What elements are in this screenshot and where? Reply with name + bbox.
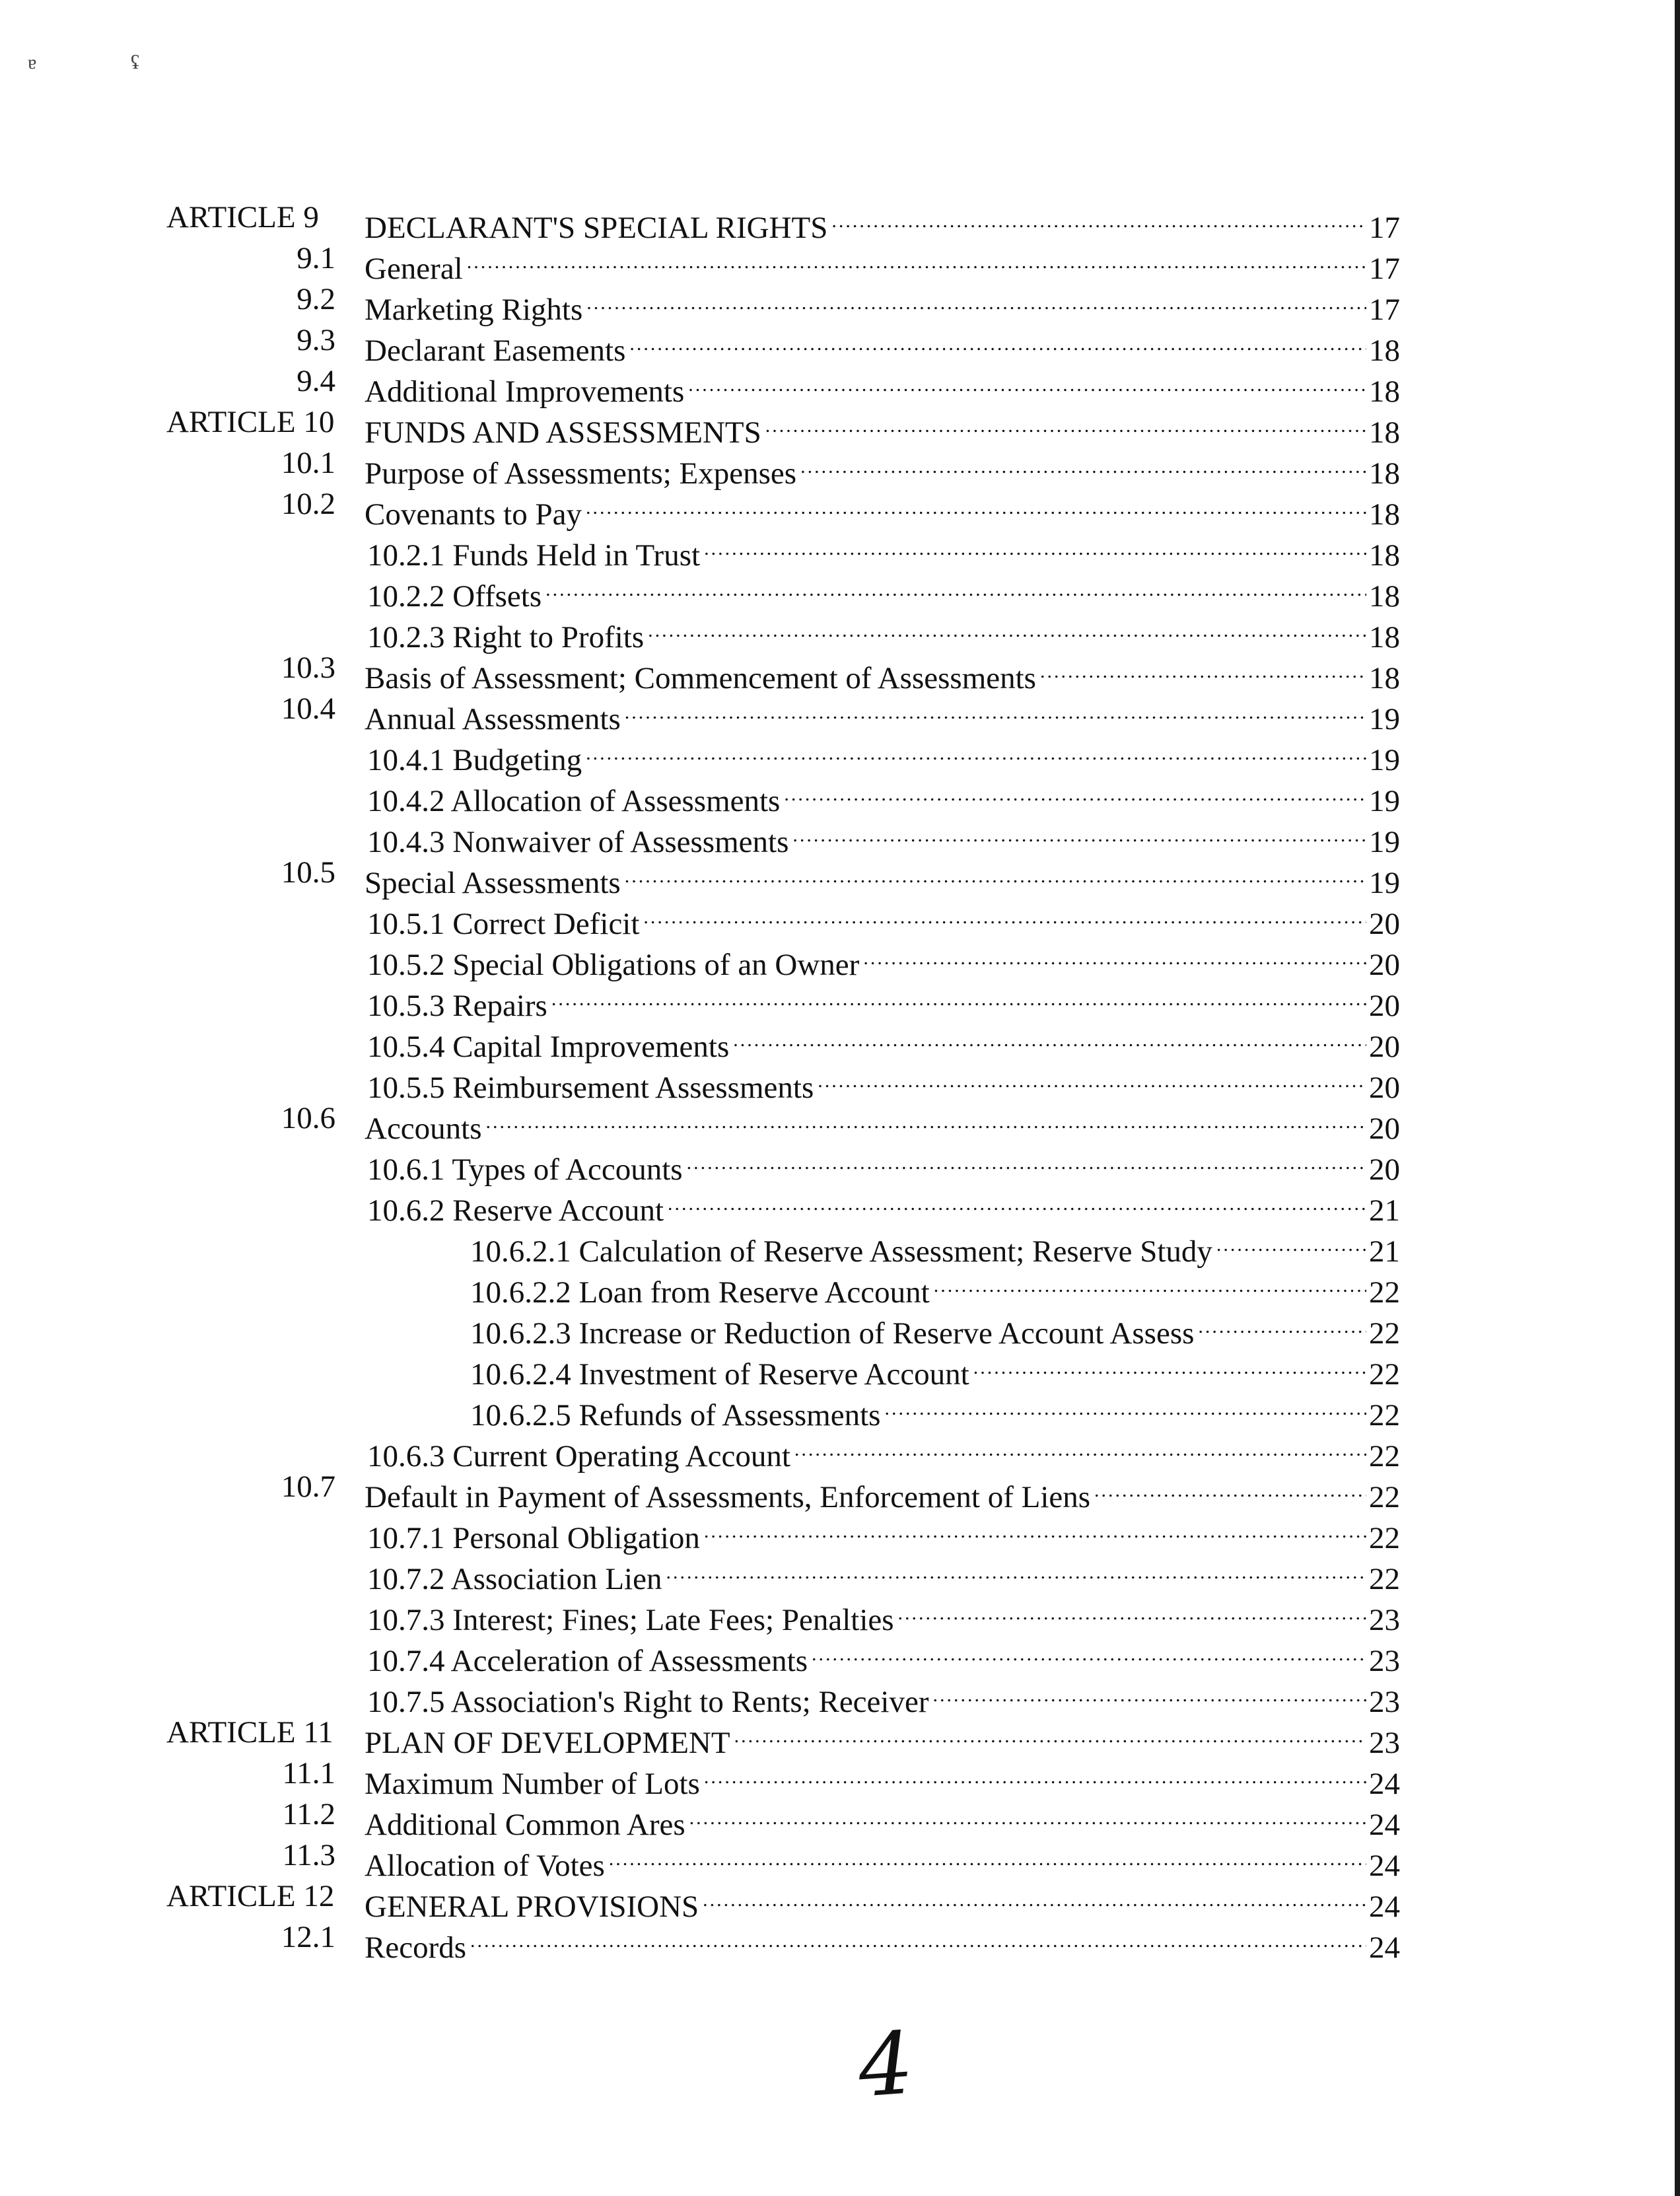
toc-dot-leader [792, 811, 1366, 852]
toc-row [164, 565, 1400, 614]
toc-title: 10.5.2 Special Obligations of an Owner [367, 948, 860, 982]
toc-dot-leader [629, 320, 1366, 361]
toc-title: Default in Payment of Assessments, Enforcement of Liens [365, 1480, 1091, 1514]
toc-page-number: 24 [1369, 1767, 1400, 1801]
toc-row [164, 402, 1400, 450]
toc-title: Records [365, 1930, 467, 1965]
toc-dot-leader [704, 1753, 1366, 1794]
toc-dot-leader [932, 1671, 1366, 1712]
toc-page-number: 20 [1369, 1112, 1400, 1146]
toc-row [164, 197, 1400, 245]
toc-page-number: 21 [1369, 1193, 1400, 1228]
toc-row [164, 1876, 1400, 1924]
toc-title: 10.6.2 Reserve Account [367, 1193, 664, 1228]
toc-row [164, 688, 1400, 736]
toc-row [164, 1180, 1400, 1228]
toc-row [164, 975, 1400, 1023]
toc-dot-leader [794, 1425, 1366, 1466]
toc-title: Special Assessments [365, 866, 621, 900]
toc-dot-leader [467, 238, 1366, 279]
toc-section-number: 10.1 [281, 446, 335, 480]
toc-page-number: 20 [1369, 907, 1400, 941]
toc-page-number: 22 [1369, 1562, 1400, 1596]
toc-title: DECLARANT'S SPECIAL RIGHTS [365, 211, 828, 245]
toc-dot-leader [586, 279, 1366, 320]
toc-dot-leader [689, 1794, 1366, 1835]
toc-page-number: 18 [1369, 374, 1400, 409]
toc-page-number: 18 [1369, 579, 1400, 614]
toc-title: 10.7.5 Association's Right to Rents; Receiver [367, 1685, 929, 1719]
toc-page-number: 17 [1369, 211, 1400, 245]
toc-section-number: 10.4 [281, 691, 335, 726]
toc-title: 10.6.2.1 Calculation of Reserve Assessment; Reserve Study [470, 1234, 1212, 1269]
toc-title: 10.6.1 Types of Accounts [367, 1152, 683, 1187]
toc-row [164, 934, 1400, 982]
toc-row [164, 1589, 1400, 1637]
toc-row [164, 320, 1400, 368]
toc-row [164, 238, 1400, 286]
toc-page-number: 17 [1369, 252, 1400, 286]
toc-page-number: 22 [1369, 1521, 1400, 1555]
toc-section-number: 11.1 [282, 1756, 335, 1790]
toc-page-number: 22 [1369, 1357, 1400, 1392]
toc-dot-leader [800, 443, 1366, 483]
toc-title: 10.6.2.2 Loan from Reserve Account [470, 1275, 930, 1310]
toc-page-number: 19 [1369, 866, 1400, 900]
toc-page-number: 20 [1369, 948, 1400, 982]
toc-dot-leader [704, 1507, 1366, 1548]
toc-row [164, 1384, 1400, 1433]
toc-row [164, 1425, 1400, 1473]
toc-dot-leader [625, 688, 1366, 729]
toc-row [164, 1917, 1400, 1965]
toc-page-number: 22 [1369, 1480, 1400, 1514]
toc-row [164, 524, 1400, 573]
toc-row [164, 1221, 1400, 1269]
toc-title: 10.7.4 Acceleration of Assessments [367, 1644, 808, 1678]
toc-title: 10.2.3 Right to Profits [367, 620, 645, 655]
toc-row [164, 1753, 1400, 1801]
toc-title: 10.4.1 Budgeting [367, 743, 582, 777]
toc-page-number: 20 [1369, 989, 1400, 1023]
toc-page-number: 18 [1369, 497, 1400, 532]
toc-title: 10.7.2 Association Lien [367, 1562, 662, 1596]
toc-title: PLAN OF DEVELOPMENT [365, 1726, 730, 1760]
toc-row [164, 729, 1400, 777]
toc-section-number: 10.2 [281, 487, 335, 521]
toc-row [164, 1466, 1400, 1514]
toc-entry [365, 1917, 1400, 1968]
toc-section-number: 10.6 [281, 1101, 335, 1135]
toc-row [164, 1835, 1400, 1883]
toc-page-number: 19 [1369, 702, 1400, 736]
toc-page-number: 19 [1369, 784, 1400, 818]
toc-section-number: 10.5 [281, 855, 335, 890]
toc-dot-leader [470, 1917, 1366, 1958]
toc-page-number: 22 [1369, 1398, 1400, 1433]
toc-dot-leader [625, 852, 1366, 893]
toc-dot-leader [703, 1876, 1366, 1917]
toc-page-number: 18 [1369, 538, 1400, 573]
toc-row [164, 606, 1400, 655]
toc-row [164, 483, 1400, 532]
toc-page-number: 22 [1369, 1316, 1400, 1351]
toc-row [164, 1794, 1400, 1842]
toc-row [164, 1630, 1400, 1678]
toc-title: Annual Assessments [365, 702, 621, 736]
toc-dot-leader [704, 524, 1366, 565]
toc-section-number: 11.3 [282, 1838, 335, 1872]
corner-mark-right: ʢ [131, 52, 140, 73]
toc-page-number: 23 [1369, 1726, 1400, 1760]
toc-dot-leader [486, 1098, 1366, 1139]
toc-title: 10.5.3 Repairs [367, 989, 547, 1023]
toc-dot-leader [586, 729, 1366, 770]
toc-row [164, 1139, 1400, 1187]
toc-row [164, 1016, 1400, 1064]
toc-title: 10.7.1 Personal Obligation [367, 1521, 700, 1555]
toc-page-number: 22 [1369, 1275, 1400, 1310]
toc-row [164, 1548, 1400, 1596]
toc-page-number: 23 [1369, 1603, 1400, 1637]
toc-section-number: 9.2 [297, 282, 335, 316]
toc-page-number: 24 [1369, 1930, 1400, 1965]
toc-row [164, 361, 1400, 409]
toc-page-number: 18 [1369, 456, 1400, 491]
toc-row [164, 852, 1400, 900]
toc-page-number: 24 [1369, 1849, 1400, 1883]
toc-section-number: 9.1 [297, 241, 335, 275]
toc-row [164, 1507, 1400, 1555]
toc-dot-leader [666, 1548, 1366, 1589]
toc-title: 10.5.5 Reimbursement Assessments [367, 1071, 814, 1105]
toc-dot-leader [643, 893, 1366, 934]
toc-dot-leader [973, 1343, 1366, 1384]
toc-dot-leader [812, 1630, 1366, 1671]
toc-dot-leader [609, 1835, 1366, 1876]
toc-title: 10.6.3 Current Operating Account [367, 1439, 790, 1473]
toc-dot-leader [934, 1261, 1366, 1302]
toc-page-number: 17 [1369, 293, 1400, 327]
toc-row [164, 1302, 1400, 1351]
toc-section-number: 9.3 [297, 323, 335, 357]
toc-title: Covenants to Pay [365, 497, 582, 532]
toc-page-number: 18 [1369, 661, 1400, 695]
toc-title: 10.7.3 Interest; Fines; Late Fees; Penalties [367, 1603, 894, 1637]
toc-row [164, 1261, 1400, 1310]
toc-dot-leader [1198, 1302, 1366, 1343]
toc-dot-leader [818, 1057, 1366, 1098]
table-of-contents [164, 197, 1400, 1965]
toc-article-number: ARTICLE 10 [166, 405, 335, 439]
toc-row [164, 893, 1400, 941]
toc-page-number: 20 [1369, 1071, 1400, 1105]
toc-dot-leader [545, 565, 1366, 606]
toc-title: 10.6.2.3 Increase or Reduction of Reserve Account Assess [470, 1316, 1195, 1351]
toc-dot-leader [1094, 1466, 1366, 1507]
toc-row [164, 1057, 1400, 1105]
toc-title: Basis of Assessment; Commencement of Assessments [365, 661, 1036, 695]
toc-title: 10.6.2.4 Investment of Reserve Account [470, 1357, 969, 1392]
toc-dot-leader [884, 1384, 1366, 1425]
toc-section-number: 9.4 [297, 364, 335, 398]
toc-title: 10.5.4 Capital Improvements [367, 1030, 730, 1064]
toc-title: 10.4.2 Allocation of Assessments [367, 784, 781, 818]
toc-row [164, 1098, 1400, 1146]
toc-title: Allocation of Votes [365, 1849, 605, 1883]
toc-dot-leader [687, 1139, 1366, 1180]
toc-title: Additional Common Ares [365, 1808, 685, 1842]
toc-dot-leader [1216, 1221, 1366, 1261]
toc-row [164, 279, 1400, 327]
toc-page-number: 24 [1369, 1808, 1400, 1842]
toc-page-number: 23 [1369, 1644, 1400, 1678]
toc-row [164, 647, 1400, 695]
toc-dot-leader [1040, 647, 1366, 688]
toc-title: General [365, 252, 463, 286]
toc-dot-leader [734, 1712, 1366, 1753]
toc-row [164, 443, 1400, 491]
toc-section-number: 12.1 [281, 1920, 335, 1954]
toc-row [164, 811, 1400, 859]
toc-dot-leader [551, 975, 1366, 1016]
toc-section-number: 11.2 [282, 1797, 335, 1831]
toc-article-number: ARTICLE 9 [166, 200, 319, 234]
toc-title: 10.2.1 Funds Held in Trust [367, 538, 701, 573]
corner-mark-left: ɐ [28, 52, 37, 73]
toc-dot-leader [831, 197, 1366, 238]
toc-title: Declarant Easements [365, 334, 626, 368]
handwritten-page-number: 4 [855, 2012, 917, 2117]
toc-page-number: 21 [1369, 1234, 1400, 1269]
toc-row [164, 1712, 1400, 1760]
toc-row [164, 1671, 1400, 1719]
toc-title: 10.4.3 Nonwaiver of Assessments [367, 825, 789, 859]
toc-page-number: 20 [1369, 1030, 1400, 1064]
toc-section-number: 10.7 [281, 1470, 335, 1504]
scan-edge [1675, 0, 1680, 2196]
toc-page-number: 19 [1369, 743, 1400, 777]
toc-dot-leader [863, 934, 1366, 975]
toc-row [164, 770, 1400, 818]
toc-dot-leader [586, 483, 1366, 524]
toc-dot-leader [898, 1589, 1366, 1630]
toc-page-number: 20 [1369, 1152, 1400, 1187]
toc-title: Additional Improvements [365, 374, 685, 409]
toc-page-number: 24 [1369, 1890, 1400, 1924]
toc-dot-leader [648, 606, 1366, 647]
toc-title: Marketing Rights [365, 293, 583, 327]
toc-article-number: ARTICLE 12 [166, 1879, 335, 1913]
toc-title: FUNDS AND ASSESSMENTS [365, 415, 761, 450]
toc-title: Maximum Number of Lots [365, 1767, 700, 1801]
toc-title: 10.2.2 Offsets [367, 579, 542, 614]
toc-dot-leader [765, 402, 1366, 443]
toc-section-number: 10.3 [281, 651, 335, 685]
toc-title: Purpose of Assessments; Expenses [365, 456, 797, 491]
toc-page-number: 22 [1369, 1439, 1400, 1473]
toc-title: Accounts [365, 1112, 482, 1146]
toc-dot-leader [688, 361, 1366, 402]
toc-page-number: 18 [1369, 415, 1400, 450]
toc-dot-leader [668, 1180, 1366, 1221]
toc-page-number: 18 [1369, 620, 1400, 655]
toc-dot-leader [784, 770, 1366, 811]
toc-title: GENERAL PROVISIONS [365, 1890, 699, 1924]
toc-title: 10.5.1 Correct Deficit [367, 907, 640, 941]
toc-article-number: ARTICLE 11 [166, 1715, 333, 1750]
toc-dot-leader [733, 1016, 1366, 1057]
toc-page-number: 19 [1369, 825, 1400, 859]
toc-page-number: 18 [1369, 334, 1400, 368]
toc-title: 10.6.2.5 Refunds of Assessments [470, 1398, 881, 1433]
toc-row [164, 1343, 1400, 1392]
toc-page-number: 23 [1369, 1685, 1400, 1719]
